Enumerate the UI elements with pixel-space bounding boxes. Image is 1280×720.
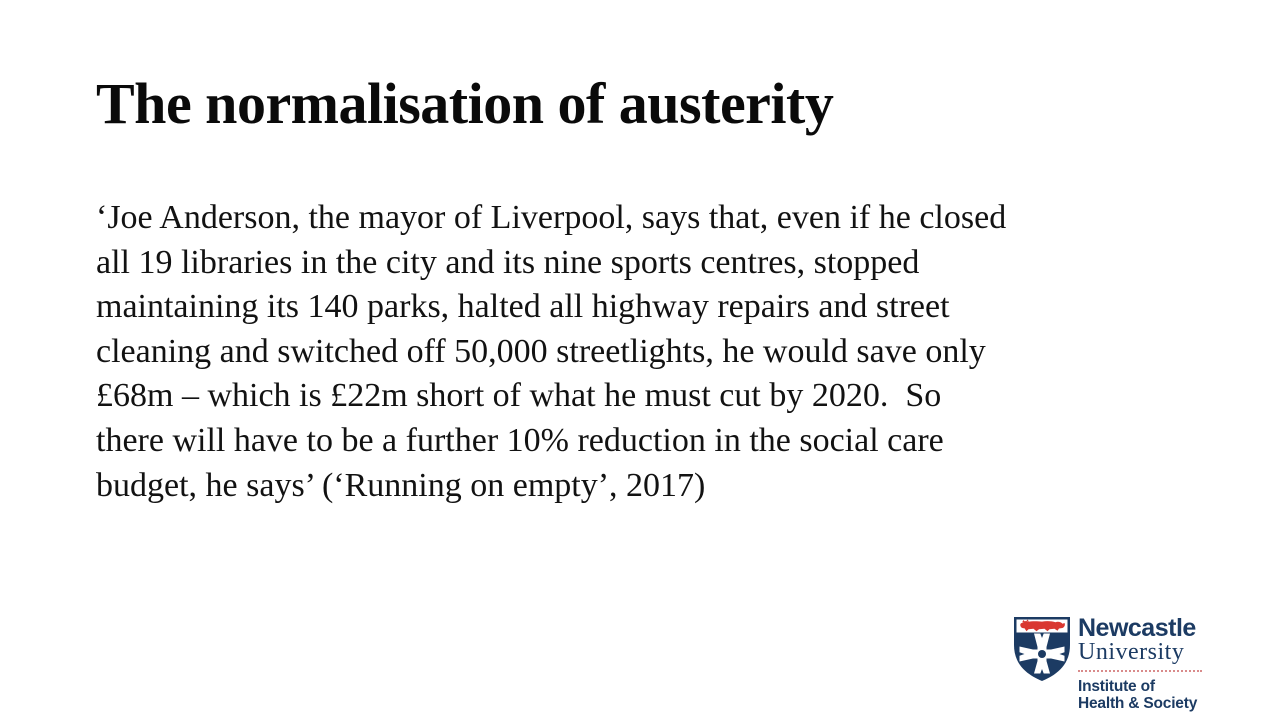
quote-line: maintaining its 140 parks, halted all highway repairs and street xyxy=(96,288,950,326)
quote-line: £68m – which is £22m short of what he must cut by 2020. So xyxy=(96,377,942,415)
logo-dotted-divider xyxy=(1078,670,1202,672)
quote-line: there will have to be a further 10% reduction in the social care xyxy=(96,421,944,459)
slide-title: The normalisation of austerity xyxy=(96,71,834,136)
logo-institute-line-2: Health & Society xyxy=(1078,695,1198,712)
logo-university-name: Newcastle xyxy=(1078,614,1196,642)
quote-line: ‘Joe Anderson, the mayor of Liverpool, says that, even if he closed xyxy=(96,199,1007,236)
logo-university-word: University xyxy=(1078,639,1185,665)
quote-line: budget, he says’ (‘Running on empty’, 2017) xyxy=(96,466,706,504)
quote-line: all 19 libraries in the city and its nine sports centres, stopped xyxy=(96,243,920,281)
quote-line: cleaning and switched off 50,000 streetlights, he would save only xyxy=(96,332,986,370)
newcastle-university-logo xyxy=(1014,612,1259,716)
logo-text-block xyxy=(1078,612,1202,712)
logo-institute-line-1: Institute of xyxy=(1078,678,1155,695)
quote-paragraph xyxy=(96,196,1006,508)
newcastle-shield-icon xyxy=(1014,617,1070,681)
